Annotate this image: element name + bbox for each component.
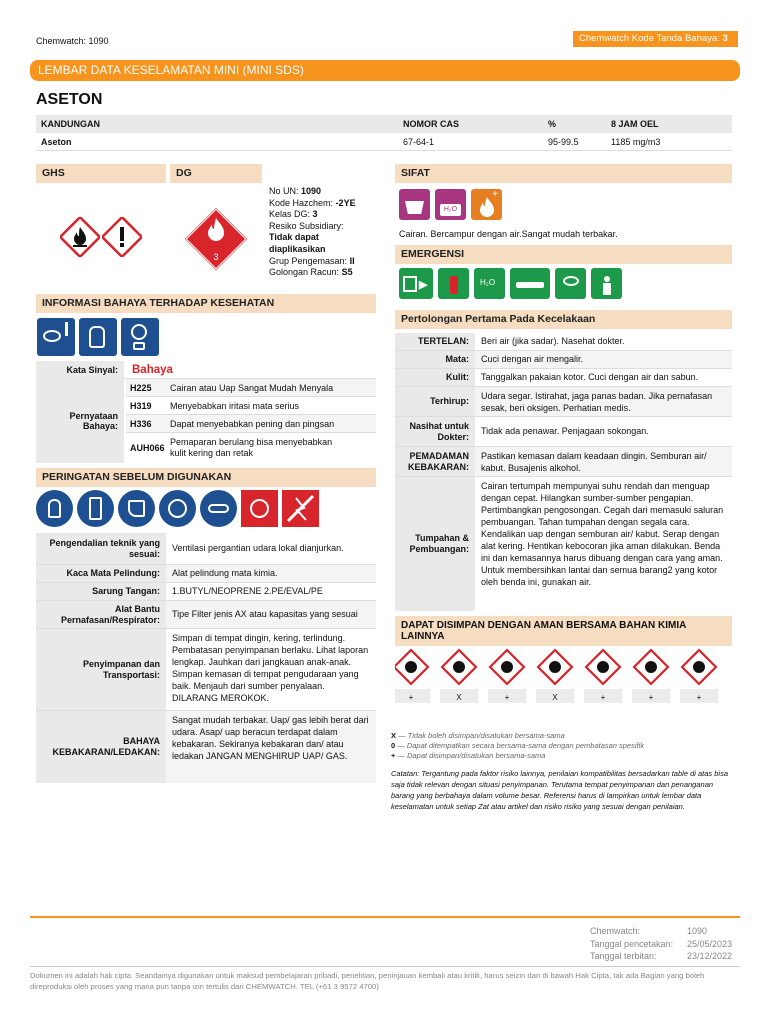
hazard-code-label: Chemwatch Kode Tanda Bahaya: (579, 33, 720, 44)
poison-value: S5 (341, 267, 353, 278)
first-aid-label: PEMADAMAN KEBAKARAN: (395, 447, 475, 476)
precaution-row (36, 629, 376, 711)
first-aid-value: Pastikan kemasan dalam keadaan dingin. Semburan air/ kabut. Busajenis alkohol. (481, 450, 707, 473)
fire-extinguisher-icon (438, 268, 469, 299)
footer-bottom-rule (30, 966, 740, 967)
storage-header (395, 616, 732, 646)
first-aid-row (395, 387, 732, 417)
footer-chemwatch-label: Chemwatch: (590, 926, 641, 936)
precaution-row (36, 583, 376, 601)
storage-mark: X (456, 693, 462, 702)
packing-label: Grup Pengemasan: (269, 255, 348, 266)
statement-text: Dapat menyebabkan pening dan pingsan (170, 418, 335, 429)
footer-print-label: Tanggal pencetakan: (590, 938, 674, 949)
storage-mark: + (408, 693, 414, 702)
storage-icons (395, 649, 732, 709)
composition-header-1: KANDUNGAN (41, 119, 100, 129)
water-shower-icon (474, 268, 505, 299)
protective-clothing-icon (77, 490, 114, 527)
first-aid-title: Pertolongan Pertama Pada Kecelakaan (401, 313, 596, 325)
hazard-code-badge (573, 31, 738, 47)
composition-cell-percent: 95-99.5 (548, 137, 579, 147)
first-aid-label: TERTELAN: (395, 333, 475, 350)
signal-value: Bahaya (132, 364, 173, 376)
precautions-header (36, 468, 376, 487)
precaution-row (36, 601, 376, 629)
first-aid-value: Beri air (jika sadar). Nasehat dokter. (481, 336, 625, 346)
properties-header (395, 164, 732, 183)
statement-row (126, 397, 376, 415)
precautions-title: PERINGATAN SEBELUM DIGUNAKAN (42, 471, 232, 483)
statement-text: Pemaparan berulang bisa menyebabkan kulit kering dan retak (170, 437, 333, 458)
composition-header-4: 8 JAM OEL (611, 119, 659, 129)
subsidiary-value: Tidak dapat diaplikasikan (269, 232, 326, 254)
footer-issue-label: Tanggal terbitan: (590, 951, 657, 961)
h2o-text: H₂O (440, 204, 461, 216)
precaution-row (36, 533, 376, 565)
eye-wash-icon (555, 268, 586, 299)
signal-word-row (36, 361, 376, 379)
hazchem-value: -2YE (335, 197, 356, 208)
health-title: INFORMASI BAHAYA TERHADAP KESEHATAN (42, 297, 275, 309)
properties-icons (399, 189, 502, 220)
packing-value: II (349, 255, 355, 266)
first-aid-header (395, 310, 732, 329)
storage-mark: + (648, 693, 654, 702)
no-sparks-icon (241, 490, 278, 527)
storage-note: Catatan: Tergantung pada faktor risiko lainnya, penilaian kompatibilitas bersadarkan table di atas bisa saja tidak relevan dengan situasi penyimpanan. Terutama tempat penyimpanan dan penanganan barang yang berbahaya dalam volume besar. Referensi harus di lampirkan untuk lembar data keselamatan untuk setiap Zat atau artikel dan risiko risiko yang sesuai dengan penilaian. (391, 769, 729, 811)
flammable-plus-icon (471, 189, 502, 220)
precaution-value: Ventilasi pergantian udara lokal dianjurkan. (172, 543, 344, 553)
precaution-label: Pengendalian teknik yang sesuai: (36, 533, 166, 564)
respirator-icon (200, 490, 237, 527)
hazard-statements (36, 379, 376, 463)
statement-row (126, 433, 376, 463)
statement-row (126, 415, 376, 433)
banner (30, 60, 740, 81)
composition-cell-cas: 67-64-1 (403, 137, 435, 147)
health-header (36, 294, 376, 313)
emergency-header (395, 245, 732, 264)
dg-class-number: 3 (213, 252, 219, 262)
statement-code: H319 (130, 400, 152, 411)
first-aid-value: Cairan tertumpah mempunyai suhu rendah dan menguap dengan cepat. Hilangkan sumber-sumber pengapian. Pertimbangkan pengosongan. Cegah dari memasuki saluran pembuangan. Tahan tumpahan dengan segala cara. Kendalikan uap dengan semburan air/ kabut. Serap dengan alat kering. Hentikan kebocoran jika aman dilakukan. Benda ini dan kemasannya harus dibuang dengan cara yang aman. Untuk membersihkan lantai dan semua barang2 yang kotor oleh benda ini, gunakan air. (481, 481, 724, 587)
precautions-table (36, 533, 376, 783)
first-aid-label: Kulit: (395, 369, 475, 386)
first-aid-row (395, 417, 732, 447)
statement-code: H336 (130, 418, 152, 429)
miscible-water-icon (435, 189, 466, 220)
safety-boots-icon (118, 490, 155, 527)
flammable-icon (395, 650, 428, 684)
dg-label: DG (176, 167, 192, 179)
poison-label: Golongan Racun: (269, 267, 340, 278)
oxidizer-icon (538, 650, 572, 684)
chemwatch-id: Chemwatch: 1090 (36, 36, 109, 46)
composition-cell-name: Aseton (41, 137, 72, 147)
storage-legend (391, 731, 732, 761)
first-aid-row (395, 447, 732, 477)
irritant-icon (634, 650, 668, 684)
precaution-row (36, 711, 376, 783)
footer-divider (30, 916, 740, 918)
dg-header (170, 164, 262, 183)
face-shield-icon (159, 490, 196, 527)
dg-details (269, 186, 374, 279)
legend-symbol: 0 (391, 741, 396, 750)
composition-header-3: % (548, 119, 557, 129)
signal-label: Kata Sinyal: (36, 361, 124, 379)
footer-print-value: 25/05/2023 (687, 938, 733, 949)
statements-list (126, 379, 376, 463)
precaution-label: Sarung Tangan: (36, 583, 166, 600)
legend-row (391, 751, 732, 761)
dg-flammable-liquid-icon (181, 204, 251, 274)
first-aid-label: Terhirup: (395, 387, 475, 416)
first-aid-value: Cuci dengan air mengalir. (481, 354, 584, 364)
toxic-icon (490, 650, 524, 684)
first-aid-label: Nasihat untuk Dokter: (395, 417, 475, 446)
storage-mark: + (504, 693, 510, 702)
oxidizer-flame-icon (442, 650, 476, 684)
statement-code: H225 (130, 382, 152, 393)
statements-label: Pernyataan Bahaya: (36, 379, 124, 463)
legend-text: — Dapat ditempatkan secara bersama-sama dengan pembatasan spesifik (397, 741, 645, 750)
eye-hazard-icon (37, 318, 75, 356)
legend-symbol: X (391, 731, 397, 740)
emergency-exit-icon: ▶ (399, 268, 433, 299)
first-aid-value: Tidak ada penawar. Penjagaan sokongan. (481, 426, 649, 436)
subsidiary-label: Resiko Subsidiary: (269, 220, 344, 231)
legend-text: — Dapat disimpan/disatukan bersama-sama (397, 751, 546, 760)
first-aid-value: Udara segar. Istirahat, jaga panas badan. Jika pernafasan sesak, beri oksigen. Perhatian medis. (481, 390, 713, 413)
corrosive-icon (682, 650, 716, 684)
precaution-value: Alat pelindung mata kimia. (172, 568, 278, 578)
un-label: No UN: (269, 186, 299, 196)
storage-mark: + (600, 693, 606, 702)
dg-class-label: Kelas DG: (269, 209, 311, 220)
first-aid-row (395, 477, 732, 611)
legend-text: — Tidak boleh disimpan/disatukan bersama-sama (398, 731, 565, 740)
ghs-header (36, 164, 166, 183)
footer-chemwatch-value: 1090 (687, 926, 708, 936)
precaution-row (36, 565, 376, 583)
precaution-label: Penyimpanan dan Transportasi: (36, 629, 166, 710)
precaution-value: Tipe Filter jenis AX atau kapasitas yang sesuai (172, 609, 358, 619)
gloves-icon (36, 490, 73, 527)
first-aid-label: Mata: (395, 351, 475, 368)
hazchem-label: Kode Hazchem: (269, 197, 334, 208)
banner-title: LEMBAR DATA KESELAMATAN MINI (MINI SDS) (38, 63, 304, 77)
composition-cell-oel: 1185 mg/m3 (611, 137, 661, 147)
storage-pictogram-row (395, 649, 732, 707)
health-hazard-icon (586, 650, 620, 684)
storage-mark: + (696, 693, 702, 702)
statement-text: Cairan atau Uap Sangat Mudah Menyala (170, 382, 334, 393)
copyright-text: Dokumen ini adalah hak cipta. Seandainya digunakan untuk maksud pembelajaran pribadi, penelitian, peninjauan kembali atau kritik, harus seizin dan di bawah Hak Cipta, tak ada Bagian yang boleh direproduksi oleh proses yang mana pun tanpa izin tertulis dari CHEMWATCH. TEL (+61 3 9572 4700) (30, 971, 705, 991)
statement-code: AUH066 (130, 443, 165, 453)
precaution-value: Simpan di tempat dingin, kering, terlindung. Pembatasan penyimpanan berlaku. Lihat laporan lengkap. Jauhkan dari jangkauan anak-anak. Simpan kemasan di tempat pengudaraan yang baik. Menjauh dari sumber penyalaan. DILARANG MEROKOK. (172, 633, 369, 703)
precaution-value: 1.BUTYL/NEOPRENE 2.PE/EVAL/PE (172, 586, 323, 596)
footer-meta (590, 925, 750, 963)
legend-symbol: + (391, 751, 396, 760)
storage-title: DAPAT DISIMPAN DENGAN AMAN BERSAMA BAHAN KIMIA LAINNYA (401, 620, 686, 642)
composition-header-2: NOMOR CAS (403, 119, 459, 129)
properties-title: SIFAT (401, 167, 430, 179)
footer-issue-value: 23/12/2022 (687, 951, 733, 961)
precaution-label: BAHAYA KEBAKARAN/LEDAKAN: (36, 711, 166, 783)
dizziness-icon (121, 318, 159, 356)
ghs-flame-icon (60, 217, 100, 257)
first-aid-label: Tumpahan & Pembuangan: (395, 477, 475, 611)
safety-shower-icon (591, 268, 622, 299)
liquid-icon (399, 189, 430, 220)
statement-row (126, 379, 376, 397)
first-aid-row (395, 333, 732, 351)
skin-hazard-icon (79, 318, 117, 356)
dg-class-value: 3 (312, 209, 318, 220)
plus-text: + (492, 189, 498, 200)
no-static-icon (282, 490, 319, 527)
precaution-label: Kaca Mata Pelindung: (36, 565, 166, 582)
first-aid-table (395, 333, 732, 611)
stretcher-icon (510, 268, 550, 299)
statement-text: Menyebabkan iritasi mata serius (170, 400, 300, 411)
health-icons (37, 318, 159, 356)
precaution-label: Alat Bantu Pernafasan/Respirator: (36, 601, 166, 628)
precaution-value: Sangat mudah terbakar. Uap/ gas lebih berat dari udara. Asap/ uap beracun terdapat dalam kebakaran. Sekiranya kebakaran dan/ atau ledakan JANGAN MENGHIRUP UAP/ GAS. (172, 715, 369, 761)
emergency-icons (399, 268, 622, 299)
first-aid-row (395, 351, 732, 369)
first-aid-value: Tanggalkan pakaian kotor. Cuci dengan air dan sabun. (481, 372, 699, 382)
emergency-h2o-text: H₂O (480, 278, 496, 287)
emergency-title: EMERGENSI (401, 248, 465, 260)
legend-row (391, 741, 732, 751)
ghs-label: GHS (42, 167, 65, 179)
composition-table (36, 115, 732, 151)
legend-row (391, 731, 732, 741)
storage-mark: X (552, 693, 558, 702)
ppe-icons (36, 490, 319, 527)
ghs-exclamation-icon (102, 217, 142, 257)
product-name: ASETON (36, 91, 103, 108)
hazard-code-value: 3 (722, 33, 728, 44)
first-aid-row (395, 369, 732, 387)
un-value: 1090 (301, 186, 322, 196)
properties-description: Cairan. Bercampur dengan air.Sangat mudah terbakar. (399, 229, 618, 239)
